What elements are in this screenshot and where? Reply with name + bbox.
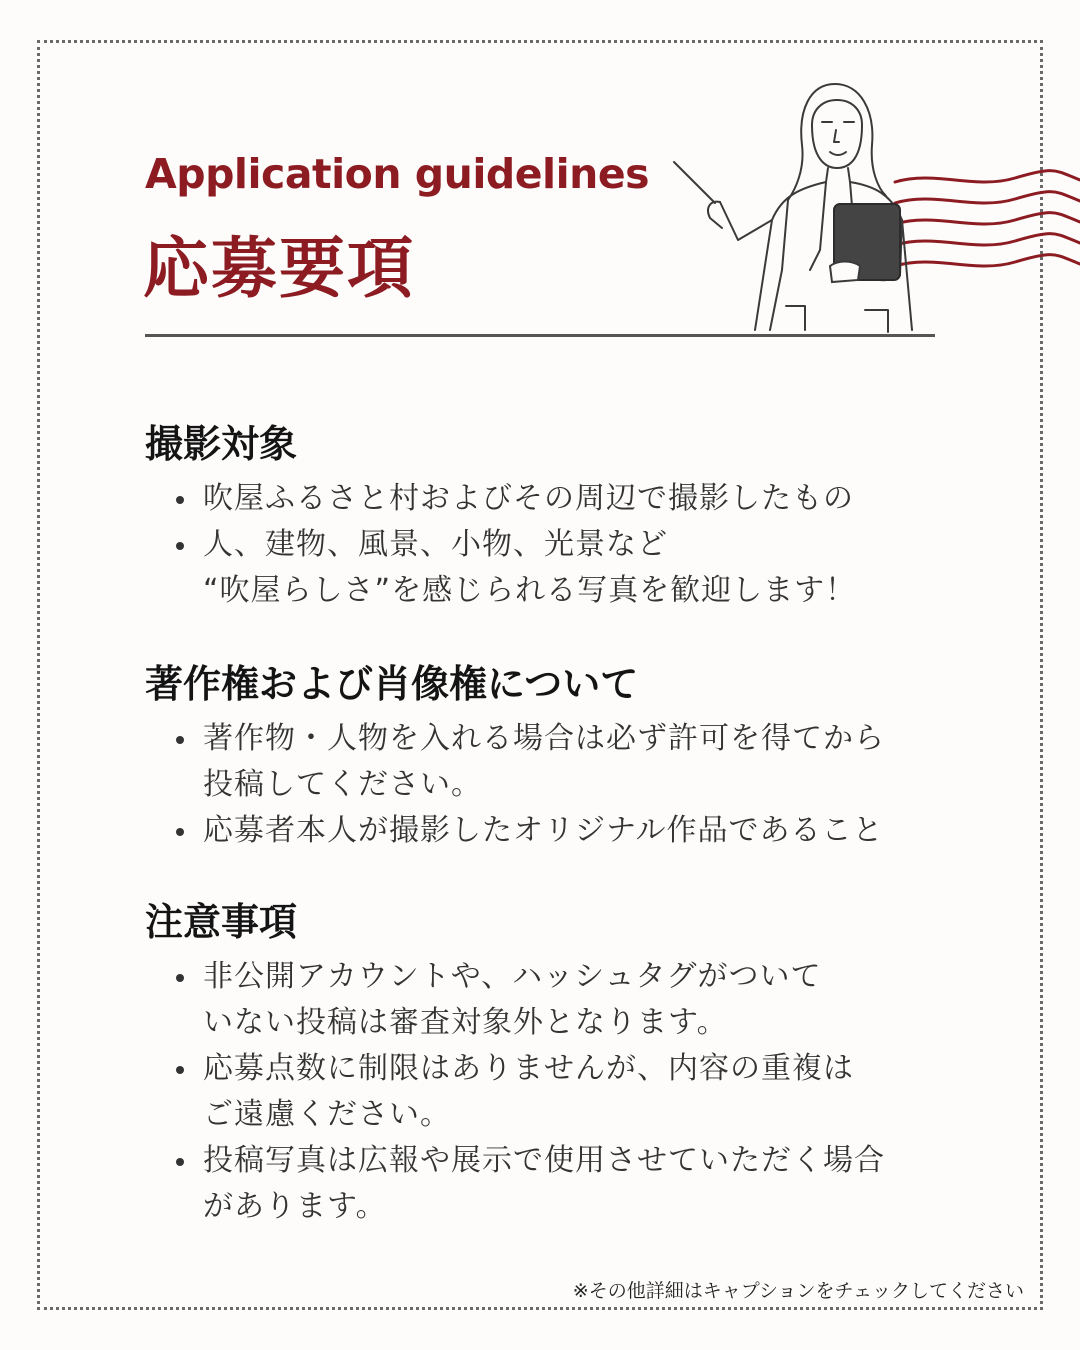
title-english: Application guidelines	[145, 150, 650, 198]
list-item: 応募者本人が撮影したオリジナル作品であること	[145, 808, 965, 854]
list-item: 著作物・人物を入れる場合は必ず許可を得てから 投稿してください。	[145, 716, 965, 808]
section-heading: 撮影対象	[145, 422, 298, 466]
section-heading: 著作権および肖像権について	[145, 662, 639, 706]
decorative-wave-line	[895, 192, 1080, 203]
list-item: 応募点数に制限はありませんが、内容の重複は ご遠慮ください。	[145, 1046, 965, 1138]
footnote: ※その他詳細はキャプションをチェックしてください	[572, 1280, 1024, 1302]
section-shooting-subject	[145, 420, 965, 614]
title-japanese: 応募要項	[143, 230, 415, 307]
list-item: 非公開アカウントや、ハッシュタグがついて いない投稿は審査対象外となります。	[145, 954, 965, 1046]
bullet-icon	[176, 828, 184, 836]
list-item: 人、建物、風景、小物、光景など “吹屋らしさ”を感じられる写真を歓迎します！	[145, 522, 965, 614]
bullet-icon	[176, 736, 184, 744]
hand-icon	[830, 262, 860, 283]
decorative-wave-line	[895, 171, 1080, 182]
section-heading: 注意事項	[145, 900, 298, 944]
decorative-wave-line	[895, 213, 1080, 224]
section-copyright-portrait	[145, 660, 965, 854]
woman-presenter-icon	[660, 70, 1080, 340]
decorative-wave-line	[895, 234, 1080, 245]
bullet-icon	[176, 974, 184, 982]
list-item: 投稿写真は広報や展示で使用させていただく場合 があります。	[145, 1138, 965, 1230]
section-notes	[145, 898, 965, 1230]
list-item: 吹屋ふるさと村およびその周辺で撮影したもの	[145, 476, 965, 522]
bullet-icon	[176, 1158, 184, 1166]
bullet-icon	[176, 1066, 184, 1074]
decorative-wave-line	[895, 255, 1080, 266]
bullet-icon	[176, 542, 184, 550]
bullet-icon	[176, 496, 184, 504]
